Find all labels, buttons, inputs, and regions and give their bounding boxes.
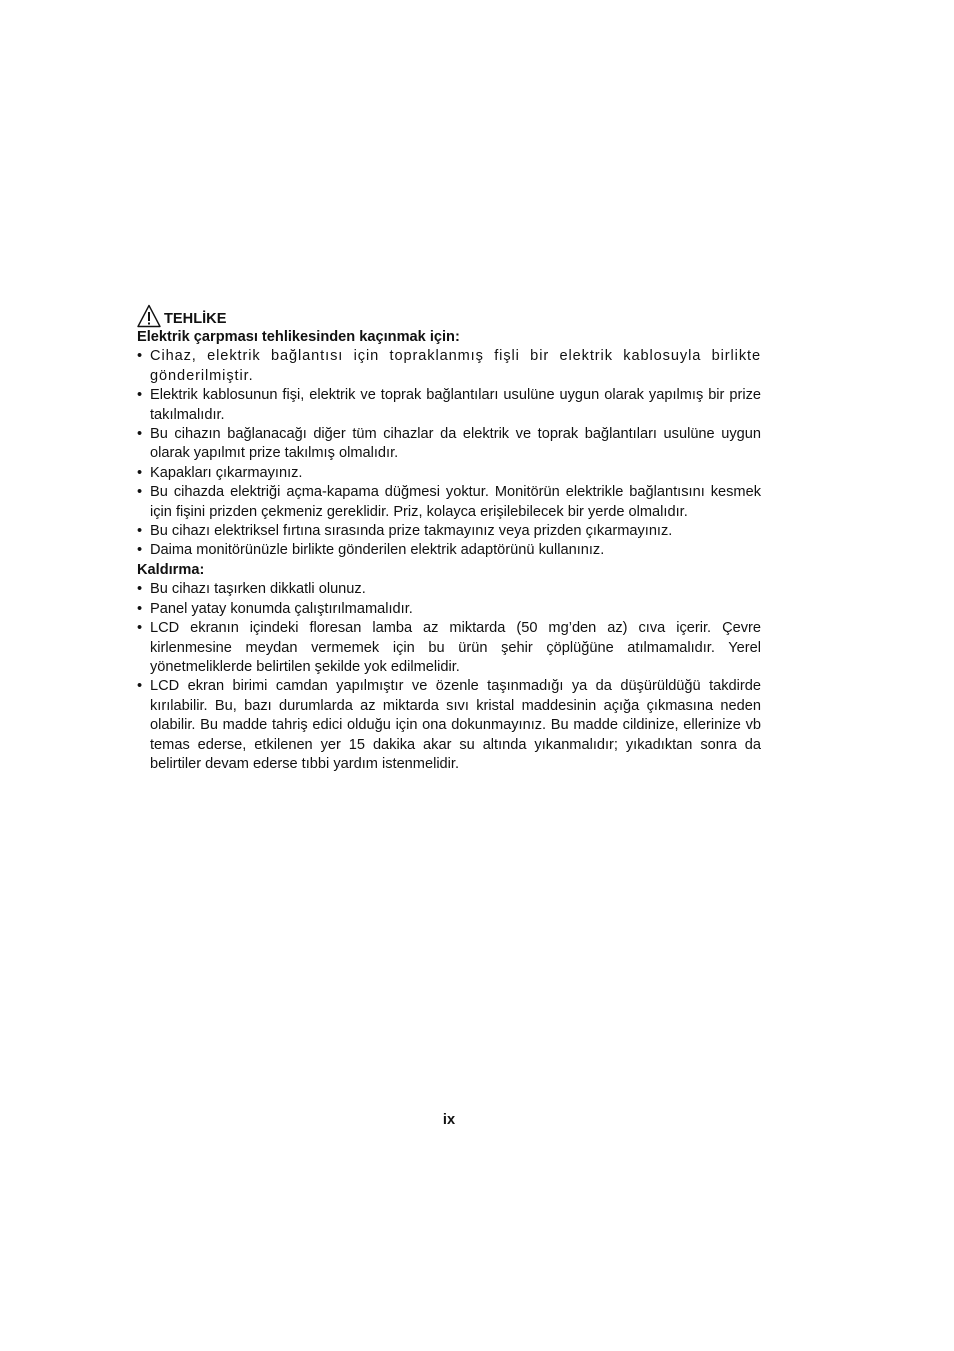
warning-header [137,302,761,328]
section-handling [137,561,761,774]
bullet-list [137,347,761,560]
section-heading: Elektrik çarpması tehlikesinden kaçınmak için: [137,329,460,345]
list-item: • Daima monitörünüzle birlikte gönderilen elektrik adaptörünü kullanınız. [137,541,761,560]
list-item: • LCD ekranın içindeki floresan lamba az miktarda (50 mg’den az) cıva içerir. Çevre kirlenmesine meydan vermemek için bu ürün şehir çöplüğüne atılmamalıdır. Yerel yönetmeliklerde belirtilen şekilde yok edilmelidir. [137,619,761,677]
list-item: • Bu cihazı taşırken dikkatli olunuz. [137,580,761,599]
warning-title: TEHLİKE [164,311,227,327]
list-item: • Bu cihazı elektriksel fırtına sırasında prize takmayınız veya prizden çıkarmayınız. [137,522,761,541]
list-item: • LCD ekran birimi camdan yapılmıştır ve özenle taşınmadığı ya da düşürüldüğü takdirde kırılabilir. Bu, bazı durumlarda az miktarda sıvı kristal maddesinin açığa çıkmasına neden olabilir. Bu madde tahriş edici olduğu için ona dokunmayınız. Bu madde cildinize, ellerinize vb temas ederse, etkilenen yer 15 dakika akar su altında yıkanmalıdır; yıkadıktan sonra da belirtiler devam ederse tıbbi yardım istenmelidir. [137,677,761,774]
list-item: • Bu cihazın bağlanacağı diğer tüm cihazlar da elektrik ve toprak bağlantıları usulüne uygun olarak yapılmıt prize takılmış olmalıdır. [137,425,761,464]
page-number-label: ix [442,1112,456,1128]
section-electric-shock [137,328,761,561]
section-heading: Kaldırma: [137,561,205,578]
warning-triangle-icon [137,304,161,328]
list-item: • Cihaz, elektrik bağlantısı için topraklanmış fişli bir elektrik kablosuyla birlikte gönderilmiştir. [137,347,761,386]
list-item: • Elektrik kablosunun fişi, elektrik ve toprak bağlantıları usulüne uygun olarak yapılmış bir prize takılmalıdır. [137,386,761,425]
list-item: • Bu cihazda elektriği açma-kapama düğmesi yoktur. Monitörün elektrikle bağlantısını kesmek için fişini prizden çekmeniz gereklidir. Priz, kolayca erişilebilecek bir yerde olmalıdır. [137,483,761,522]
list-item: • Panel yatay konumda çalıştırılmamalıdır. [137,600,761,619]
list-item: • Kapakları çıkarmayınız. [137,464,761,483]
document-body [137,302,761,774]
bullet-list [137,580,761,774]
page-number [0,1112,954,1128]
